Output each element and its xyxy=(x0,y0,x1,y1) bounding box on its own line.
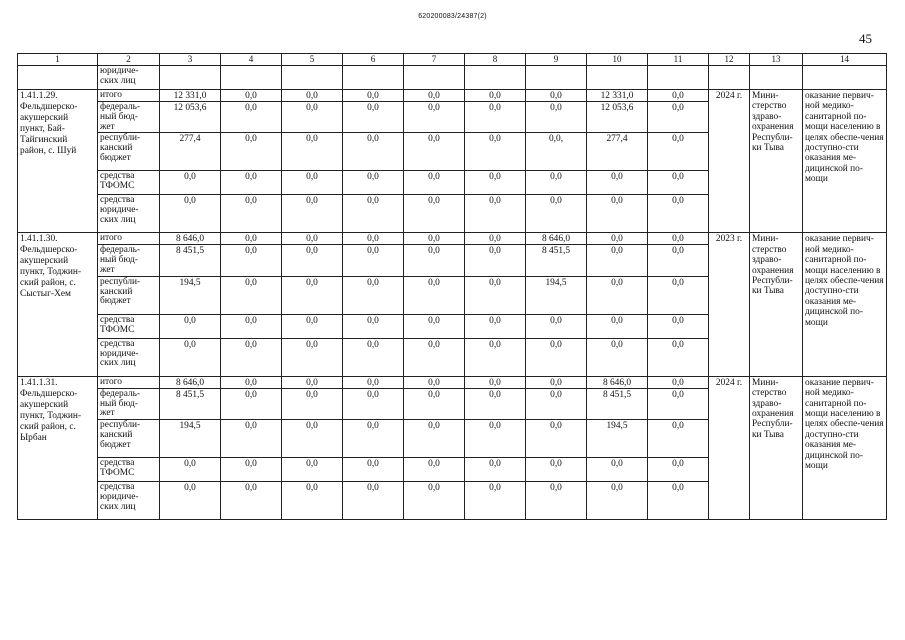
column-number-12: 12 xyxy=(709,54,750,66)
amount-cell: 0,0 xyxy=(648,171,709,195)
amount-cell: 12 053,6 xyxy=(587,102,648,133)
amount-cell: 0,0 xyxy=(221,482,282,520)
amount-cell: 0,0 xyxy=(465,195,526,233)
amount-cell: 0,0 xyxy=(404,338,465,376)
amount-cell: 0,0 xyxy=(648,314,709,338)
amount-cell: 8 646,0 xyxy=(587,376,648,388)
amount-cell: 194,5 xyxy=(160,276,221,314)
amount-cell: 0,0 xyxy=(404,388,465,419)
amount-cell: 0,0 xyxy=(587,458,648,482)
amount-cell: 194,5 xyxy=(587,420,648,458)
goal-cell: оказание первич-ной медико-санитарной по-мощи населению в целях обеспе-чения доступно-сти оказания ме-дицинской по-мощи xyxy=(803,376,887,519)
amount-cell: 0,0 xyxy=(404,482,465,520)
amount-cell: 0,0 xyxy=(221,420,282,458)
amount-cell: 0,0 xyxy=(221,90,282,102)
amount-cell: 0,0 xyxy=(648,133,709,171)
amount-cell: 0,0 xyxy=(160,195,221,233)
funding-source-cell: итого xyxy=(98,376,160,388)
amount-cell: 0,0 xyxy=(343,376,404,388)
amount-cell: 0,0 xyxy=(282,482,343,520)
amount-cell: 0,0 xyxy=(404,314,465,338)
amount-cell: 0,0 xyxy=(221,338,282,376)
continuation-row xyxy=(18,66,887,90)
column-number-10: 10 xyxy=(587,54,648,66)
amount-cell: 0,0 xyxy=(648,195,709,233)
column-number-8: 8 xyxy=(465,54,526,66)
amount-cell: 0,0 xyxy=(343,245,404,276)
amount-cell: 8 646,0 xyxy=(526,233,587,245)
amount-cell: 0,0 xyxy=(648,338,709,376)
amount-cell: 0,0 xyxy=(221,388,282,419)
table-row xyxy=(18,233,887,245)
amount-cell: 0,0 xyxy=(526,171,587,195)
amount-cell: 0,0 xyxy=(282,102,343,133)
amount-cell: 0,0 xyxy=(465,133,526,171)
amount-cell: 0,0 xyxy=(221,376,282,388)
amount-cell: 277,4 xyxy=(160,133,221,171)
object-name-cell: 1.41.1.29. Фельдшерско-акушерский пункт, Бай-Тайгинский район, с. Шуй xyxy=(18,90,98,233)
amount-cell: 0,0 xyxy=(221,314,282,338)
amount-cell: 0,0 xyxy=(343,314,404,338)
amount-cell: 0,0 xyxy=(587,482,648,520)
funding-source-cell: средства ТФОМС xyxy=(98,171,160,195)
amount-cell: 0,0 xyxy=(343,171,404,195)
amount-cell: 0,0 xyxy=(648,420,709,458)
amount-cell: 277,4 xyxy=(587,133,648,171)
column-number-2: 2 xyxy=(98,54,160,66)
amount-cell: 0,0 xyxy=(160,482,221,520)
table-row xyxy=(18,376,887,388)
amount-cell: 0,0 xyxy=(526,482,587,520)
amount-cell: 0,0 xyxy=(648,276,709,314)
amount-cell: 0,0 xyxy=(221,458,282,482)
amount-cell: 0,0 xyxy=(465,90,526,102)
amount-cell: 0,0 xyxy=(404,102,465,133)
amount-cell: 0,0 xyxy=(465,276,526,314)
table-row xyxy=(18,90,887,102)
amount-cell: 0,0 xyxy=(282,133,343,171)
funding-source-cell: республи- канский бюджет xyxy=(98,276,160,314)
amount-cell: 0,0 xyxy=(404,245,465,276)
column-number-4: 4 xyxy=(221,54,282,66)
amount-cell: 0,0 xyxy=(404,133,465,171)
executor-cell: Мини-стерство здраво-охранения Республи-ки Тыва xyxy=(750,233,803,376)
amount-cell: 0,0 xyxy=(282,276,343,314)
amount-cell: 0,0 xyxy=(404,276,465,314)
amount-cell: 0,0 xyxy=(526,102,587,133)
amount-cell: 8 451,5 xyxy=(160,388,221,419)
amount-cell: 0,0 xyxy=(221,133,282,171)
funding-source-cell: итого xyxy=(98,233,160,245)
funding-source-cell: федераль- ный бюд- жет xyxy=(98,245,160,276)
year-cell: 2024 г. xyxy=(709,376,750,519)
executor-cell: Мини-стерство здраво-охранения Республи-ки Тыва xyxy=(750,90,803,233)
amount-cell: 0,0 xyxy=(465,233,526,245)
amount-cell: 0,0 xyxy=(343,338,404,376)
amount-cell: 0,0 xyxy=(587,338,648,376)
amount-cell: 194,5 xyxy=(160,420,221,458)
funding-source-cell: республи- канский бюджет xyxy=(98,420,160,458)
amount-cell: 0,0 xyxy=(648,245,709,276)
amount-cell: 0,0 xyxy=(587,276,648,314)
column-number-13: 13 xyxy=(750,54,803,66)
amount-cell: 0,0 xyxy=(343,195,404,233)
amount-cell: 8 451,5 xyxy=(587,388,648,419)
amount-cell: 8 646,0 xyxy=(160,233,221,245)
amount-cell: 0,0 xyxy=(343,133,404,171)
amount-cell: 0,0 xyxy=(526,376,587,388)
amount-cell: 0,0 xyxy=(282,171,343,195)
funding-source-cell: федераль- ный бюд- жет xyxy=(98,102,160,133)
year-cell: 2024 г. xyxy=(709,90,750,233)
amount-cell: 0,0 xyxy=(465,102,526,133)
budget-table xyxy=(17,53,887,520)
goal-cell: оказание первич-ной медико-санитарной по-мощи населению в целях обеспе-чения доступно-сти оказания ме-дицинской по-мощи xyxy=(803,90,887,233)
amount-cell: 0,0 xyxy=(587,195,648,233)
amount-cell: 0,0 xyxy=(648,482,709,520)
funding-source-cell: средства ТФОМС xyxy=(98,458,160,482)
amount-cell: 0,0 xyxy=(648,376,709,388)
amount-cell: 0,0 xyxy=(282,420,343,458)
amount-cell: 0,0 xyxy=(526,388,587,419)
amount-cell: 0,0 xyxy=(282,314,343,338)
amount-cell: 0,0 xyxy=(221,171,282,195)
column-number-9: 9 xyxy=(526,54,587,66)
funding-source-cell: средства юридиче- ских лиц xyxy=(98,338,160,376)
page-number: 45 xyxy=(859,31,872,46)
amount-cell: 0,0 xyxy=(404,90,465,102)
amount-cell: 0,0 xyxy=(221,233,282,245)
amount-cell: 0,0 xyxy=(404,233,465,245)
amount-cell: 0,0 xyxy=(648,388,709,419)
column-number-7: 7 xyxy=(404,54,465,66)
amount-cell: 12 053,6 xyxy=(160,102,221,133)
amount-cell: 0,0 xyxy=(648,102,709,133)
amount-cell: 0,0 xyxy=(648,90,709,102)
amount-cell: 0,0 xyxy=(587,233,648,245)
amount-cell: 0,0 xyxy=(404,458,465,482)
amount-cell: 0,0 xyxy=(343,420,404,458)
year-cell: 2023 г. xyxy=(709,233,750,376)
amount-cell: 12 331,0 xyxy=(160,90,221,102)
amount-cell: 0,0 xyxy=(526,420,587,458)
amount-cell: 0,0 xyxy=(221,195,282,233)
funding-source-cell: республи- канский бюджет xyxy=(98,133,160,171)
column-number-3: 3 xyxy=(160,54,221,66)
column-number-14: 14 xyxy=(803,54,887,66)
source-cell: юридиче- ских лиц xyxy=(98,66,160,90)
column-number-1: 1 xyxy=(18,54,98,66)
goal-cell: оказание первич-ной медико-санитарной по-мощи населению в целях обеспе-чения доступно-сти оказания ме-дицинской по-мощи xyxy=(803,233,887,376)
amount-cell: 0,0 xyxy=(465,171,526,195)
amount-cell: 0,0 xyxy=(282,233,343,245)
amount-cell: 0,0 xyxy=(160,338,221,376)
amount-cell: 0,0 xyxy=(465,420,526,458)
amount-cell: 0,0 xyxy=(282,245,343,276)
amount-cell: 0,0 xyxy=(465,482,526,520)
funding-source-cell: средства юридиче- ских лиц xyxy=(98,482,160,520)
document-id: 620200083/24387(2) xyxy=(418,13,487,20)
amount-cell: 0,0 xyxy=(465,388,526,419)
amount-cell: 0,0 xyxy=(465,245,526,276)
amount-cell: 8 451,5 xyxy=(160,245,221,276)
amount-cell: 0,0 xyxy=(465,458,526,482)
amount-cell: 0,0 xyxy=(221,102,282,133)
amount-cell: 0,0 xyxy=(343,458,404,482)
amount-cell: 12 331,0 xyxy=(587,90,648,102)
funding-source-cell: средства юридиче- ских лиц xyxy=(98,195,160,233)
amount-cell: 0,0 xyxy=(526,314,587,338)
name-cell xyxy=(18,66,98,90)
amount-cell: 0,0 xyxy=(404,171,465,195)
amount-cell: 0,0 xyxy=(465,376,526,388)
amount-cell: 0,0 xyxy=(465,314,526,338)
amount-cell: 0,0 xyxy=(404,420,465,458)
amount-cell: 0,0 xyxy=(526,90,587,102)
amount-cell: 0,0 xyxy=(343,90,404,102)
funding-source-cell: средства ТФОМС xyxy=(98,314,160,338)
amount-cell: 0,0 xyxy=(160,171,221,195)
object-name-cell: 1.41.1.30. Фельдшерско-акушерский пункт, Тоджин-ский район, с. Сыстыг-Хем xyxy=(18,233,98,376)
amount-cell: 0,0 xyxy=(282,195,343,233)
amount-cell: 0,0 xyxy=(587,171,648,195)
amount-cell: 0,0 xyxy=(282,338,343,376)
amount-cell: 0,0 xyxy=(587,245,648,276)
amount-cell: 0,0 xyxy=(343,482,404,520)
amount-cell: 0,0 xyxy=(343,102,404,133)
amount-cell: 0,0 xyxy=(282,388,343,419)
amount-cell: 8 646,0 xyxy=(160,376,221,388)
amount-cell: 0,0 xyxy=(648,458,709,482)
amount-cell: 0,0 xyxy=(282,458,343,482)
amount-cell: 0,0 xyxy=(404,376,465,388)
amount-cell: 0,0 xyxy=(465,338,526,376)
amount-cell: 0,0 xyxy=(343,276,404,314)
amount-cell: 194,5 xyxy=(526,276,587,314)
amount-cell: 8 451,5 xyxy=(526,245,587,276)
amount-cell: 0,0 xyxy=(343,233,404,245)
amount-cell: 0,0 xyxy=(648,233,709,245)
column-number-6: 6 xyxy=(343,54,404,66)
amount-cell: 0,0 xyxy=(160,314,221,338)
amount-cell: 0,0 xyxy=(587,314,648,338)
funding-source-cell: итого xyxy=(98,90,160,102)
amount-cell: 0,0, xyxy=(526,133,587,171)
executor-cell: Мини-стерство здраво-охранения Республи-ки Тыва xyxy=(750,376,803,519)
amount-cell: 0,0 xyxy=(221,276,282,314)
funding-source-cell: федераль- ный бюд- жет xyxy=(98,388,160,419)
amount-cell: 0,0 xyxy=(160,458,221,482)
amount-cell: 0,0 xyxy=(526,195,587,233)
amount-cell: 0,0 xyxy=(526,338,587,376)
column-number-11: 11 xyxy=(648,54,709,66)
column-number-5: 5 xyxy=(282,54,343,66)
amount-cell: 0,0 xyxy=(221,245,282,276)
amount-cell: 0,0 xyxy=(343,388,404,419)
amount-cell: 0,0 xyxy=(404,195,465,233)
amount-cell: 0,0 xyxy=(526,458,587,482)
object-name-cell: 1.41.1.31. Фельдшерско-акушерский пункт, Тоджин-ский район, с. Ырбан xyxy=(18,376,98,519)
amount-cell: 0,0 xyxy=(282,90,343,102)
amount-cell: 0,0 xyxy=(282,376,343,388)
column-number-row xyxy=(18,54,887,66)
